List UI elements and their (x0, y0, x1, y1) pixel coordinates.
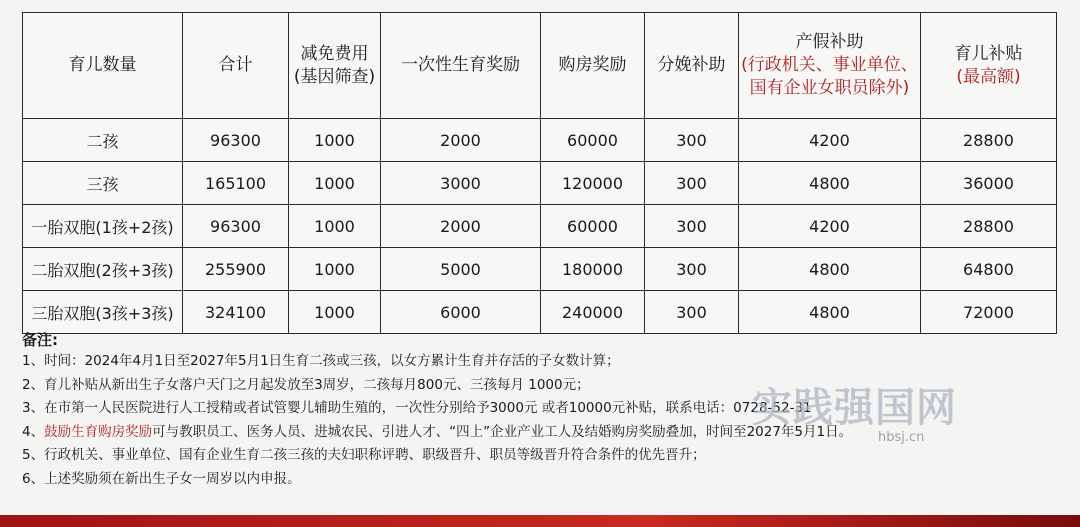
header-childcare-subsidy (921, 13, 1057, 119)
header-line: 育儿数量 (68, 55, 137, 75)
header-housing-bonus (541, 13, 645, 119)
table-body (23, 119, 1057, 334)
notes-title: 备注: (22, 331, 58, 349)
header-line: 分娩补助 (657, 55, 726, 75)
cell-one-time-bonus: 2000 (381, 119, 541, 162)
header-line: (行政机关、事业单位、 (741, 55, 918, 75)
cell-one-time-bonus: 3000 (381, 162, 541, 205)
header-total (183, 13, 289, 119)
bottom-decorative-bar (0, 515, 1080, 527)
header-child-count (23, 13, 183, 119)
note-text: 3、在市第一人民医院进行人工授精或者试管婴儿辅助生殖的，一次性分别给予3000元 或者10000元补贴，联系电话：0728-52-31 (22, 400, 812, 416)
cell-delivery-subsidy: 300 (645, 205, 739, 248)
note-highlight: 鼓励生育购房奖励 (44, 423, 153, 440)
note-text: 6、上述奖励须在新出生子女一周岁以内申报。 (22, 470, 301, 487)
cell-childcare-subsidy: 36000 (921, 162, 1057, 205)
note-item (22, 444, 1062, 468)
header-line: 国有企业女职员除外) (749, 78, 910, 98)
table-row (23, 205, 1057, 248)
header-line: 合计 (218, 55, 253, 75)
header-line: 育儿补贴 (954, 43, 1023, 64)
header-line: 一次性生育奖励 (401, 55, 520, 75)
watermark-domain: hbsj.cn (878, 430, 925, 445)
cell-housing-bonus: 60000 (541, 119, 645, 162)
cell-delivery-subsidy: 300 (645, 119, 739, 162)
cell-delivery-subsidy: 300 (645, 291, 739, 334)
table-row (23, 291, 1057, 334)
note-text: 2、育儿补贴从新出生子女落户天门之月起发放至3周岁，二孩每月800元、三孩每月 1000元； (22, 376, 590, 393)
cell-maternity-subsidy: 4800 (739, 248, 921, 291)
cell-maternity-subsidy: 4200 (739, 205, 921, 248)
cell-one-time-bonus: 2000 (381, 205, 541, 248)
cell-total: 255900 (183, 248, 289, 291)
cell-housing-bonus: 60000 (541, 205, 645, 248)
cell-childcare-subsidy: 28800 (921, 119, 1057, 162)
cell-child-count: 一胎双胞(1孩+2孩) (23, 205, 183, 248)
header-delivery-subsidy (645, 13, 739, 119)
cell-fee-reduction: 1000 (289, 248, 381, 291)
cell-delivery-subsidy: 300 (645, 162, 739, 205)
header-line: 购房奖励 (558, 55, 627, 75)
cell-fee-reduction: 1000 (289, 162, 381, 205)
cell-total: 165100 (183, 162, 289, 205)
header-line: 减免费用 (300, 43, 369, 64)
cell-fee-reduction: 1000 (289, 119, 381, 162)
cell-fee-reduction: 1000 (289, 205, 381, 248)
cell-delivery-subsidy: 300 (645, 248, 739, 291)
cell-childcare-subsidy: 72000 (921, 291, 1057, 334)
note-text: 1、时间：2024年4月1日至2027年5月1日生育二孩或三孩，以女方累计生育并存活的子女数计算； (22, 353, 620, 369)
cell-total: 96300 (183, 205, 289, 248)
header-line: (最高额) (956, 66, 1021, 87)
cell-one-time-bonus: 6000 (381, 291, 541, 334)
note-item (22, 468, 1062, 492)
header-maternity-subsidy (739, 13, 921, 119)
cell-total: 324100 (183, 291, 289, 334)
table-header-row (23, 13, 1057, 119)
table-row (23, 119, 1057, 162)
cell-childcare-subsidy: 64800 (921, 248, 1057, 291)
cell-child-count: 三胎双胞(3孩+3孩) (23, 291, 183, 334)
note-item (22, 350, 1062, 374)
cell-maternity-subsidy: 4800 (739, 162, 921, 205)
cell-maternity-subsidy: 4800 (739, 291, 921, 334)
cell-maternity-subsidy: 4200 (739, 119, 921, 162)
table-row (23, 248, 1057, 291)
cell-housing-bonus: 120000 (541, 162, 645, 205)
header-line: 产假补助 (795, 32, 864, 52)
note-text: 4、 (22, 423, 45, 440)
cell-total: 96300 (183, 119, 289, 162)
cell-fee-reduction: 1000 (289, 291, 381, 334)
subsidy-table (22, 12, 1057, 334)
note-text: 5、行政机关、事业单位、国有企业生育二孩三孩的夫妇职称评聘、职级晋升、职员等级晋升符合条件的优先晋升； (22, 447, 706, 463)
cell-child-count: 二孩 (23, 119, 183, 162)
header-one-time-bonus (381, 13, 541, 119)
cell-one-time-bonus: 5000 (381, 248, 541, 291)
table-row (23, 162, 1057, 205)
header-fee-reduction (289, 13, 381, 119)
cell-childcare-subsidy: 28800 (921, 205, 1057, 248)
note-text: 可与教职员工、医务人员、进城农民、引进人才、“四上”企业产业工人及结婚购房奖励叠加，时间至2027年5月1日。 (152, 423, 853, 440)
cell-housing-bonus: 240000 (541, 291, 645, 334)
site-watermark: 实践强国网 (752, 384, 957, 431)
cell-child-count: 二胎双胞(2孩+3孩) (23, 248, 183, 291)
header-line: (基因筛查) (293, 66, 376, 87)
cell-child-count: 三孩 (23, 162, 183, 205)
cell-housing-bonus: 180000 (541, 248, 645, 291)
